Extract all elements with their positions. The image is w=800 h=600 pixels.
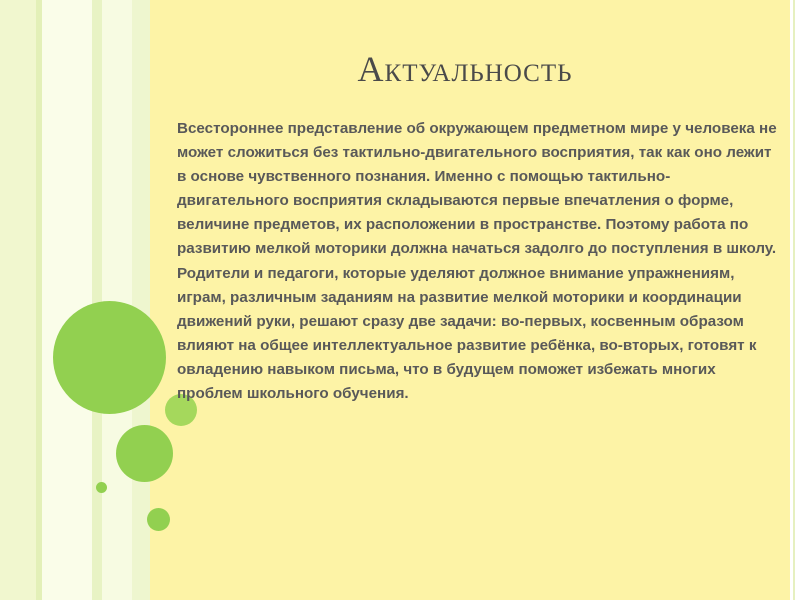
decorative-stripe <box>42 0 92 600</box>
decorative-stripe <box>132 0 150 600</box>
decorative-stripe <box>92 0 102 600</box>
decorative-stripe <box>102 0 132 600</box>
decorative-stripe <box>0 0 36 600</box>
decorative-circle-medium <box>116 425 173 482</box>
slide-body-text: Всестороннее представление об окружающем предметном мире у человека не может сложиться без тактильно-двигательного восприятия, так как оно лежит в основе чувственного познания. Именно с помощью тактильно-двигательного восприятия складываются первые впечатления о форме, величине предметов, их расположении в пространстве. Поэтому работа по развитию мелкой моторики должна начаться задолго до поступления в школу. Родители и педагоги, которые уделяют должное внимание упражнениям, играм, различным заданиям на развитие мелкой моторики и координации движений руки, решают сразу две задачи: во-первых, косвенным образом влияют на общее интеллектуальное развитие ребёнка, во-вторых, готовят к овладению навыком письма, что в будущем поможет избежать многих проблем школьного обучения. <box>177 120 777 403</box>
decorative-stripe-panel <box>0 0 150 600</box>
decorative-circle-tiny <box>96 482 107 493</box>
slide-title: Актуальность <box>357 49 573 89</box>
decorative-circle-small <box>147 508 170 531</box>
decorative-circle-large <box>53 301 166 414</box>
right-decorative-border <box>790 0 800 600</box>
